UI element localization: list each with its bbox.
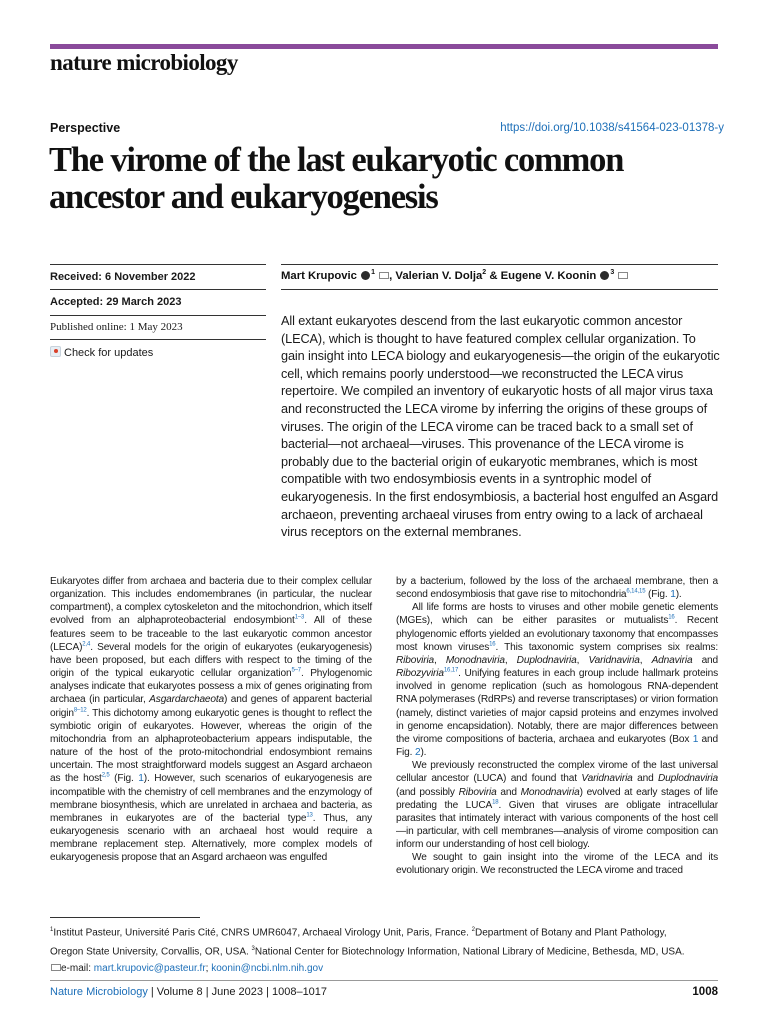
citation[interactable]: 6,14,15 (626, 588, 646, 595)
citation[interactable]: 13 (306, 812, 313, 819)
authors-top-rule (281, 264, 718, 265)
footer-citation (50, 986, 327, 998)
title-line-1: The virome of the last eukaryotic common (49, 141, 624, 179)
paragraph: We sought to gain insight into the virome of the LECA and its evolutionary origin. We reconstructed the LECA virome and traced (396, 852, 718, 877)
accepted-date (50, 289, 266, 308)
citation[interactable]: 18 (492, 799, 499, 806)
author-dolja[interactable]: Valerian V. Dolja (395, 269, 483, 282)
figure-link[interactable]: 2 (414, 747, 421, 759)
citation[interactable]: 2,5 (101, 772, 110, 779)
check-updates-label: Check for updates (64, 347, 154, 359)
paragraph: All life forms are hosts to viruses and other mobile genetic elements (MGEs), which can be either parasites or mutualists$^{16}$. Recent phylogenomic efforts yielded an evolutionary taxonomy that encompasses most known viruses$^{16}$. This taxonomic system comprises six realms: Riboviria, Monodnaviria, Duplodnaviria, Varidnaviria, Adnaviria and Ribozyviria$^{16,17}$. Unifying features in each group include hallmark proteins involved in genome replication (such as homologous RNA-dependent RNA polymerases (RdRPs) and reverse transcriptases) or virion formation (namely, distinct varieties of major capsid proteins and enzymes involved in genome encapsidation). Notably, there are major differences between the virome compositions of bacteria, archaea and eukaryotes (Box 1 and Fig. 2). (396, 602, 719, 759)
author-koonin[interactable]: Eugene V. Koonin (500, 269, 597, 282)
body-column-right (396, 575, 718, 878)
header-accent-rule (50, 44, 718, 49)
citation[interactable]: 16,17 (443, 667, 459, 674)
paragraph: by a bacterium, followed by the loss of the archaeal membrane, then a second endosymbiosis that gave rise to mitochondria$^{6,14,15}$ (Fig. 1). (396, 576, 718, 601)
orcid-icon[interactable] (361, 271, 370, 280)
received-text: Received: 6 November 2022 (50, 271, 196, 283)
citation[interactable]: 1–3 (294, 615, 305, 622)
citation[interactable]: 16 (489, 641, 496, 648)
citation[interactable]: 2,4 (82, 641, 91, 648)
figure-link[interactable]: 1 (670, 589, 676, 601)
journal-name: nature microbiology (50, 50, 238, 75)
doi-link[interactable]: https://doi.org/10.1038/s41564-023-01378-y (500, 122, 724, 134)
footer-journal-link[interactable]: Nature Microbiology (50, 986, 148, 998)
citation[interactable]: 8–12 (73, 707, 87, 714)
citation[interactable]: 5–7 (291, 667, 301, 674)
author-separator: & (486, 269, 501, 282)
check-updates-icon (50, 347, 64, 359)
box-link[interactable]: 1 (692, 733, 699, 745)
email-icon[interactable] (618, 272, 628, 279)
paragraph: Eukaryotes differ from archaea and bacteria due to their complex cellular organization. This includes endomembranes (in particular, the nuclear compartment), a complex cytoskeleton and the mitochondrion, which itself evolved from an alphaproteobacterial endosymbiont$^{1-3}$. All of these features seem to be traceable to the last eukaryotic common ancestor (LECA)$^{2,4}$. Several models for the origin of eukaryotes (eukaryogenesis) have been proposed, but each differs with respect to the timing of the origin of the typical eukaryotic cellular organization$^{5-7}$. Phylogenomic analyses indicate that eukaryotes possess a mix of genes originating from archaea (in particular, Asgardarchaeota) and genes of apparent bacterial origin$^{8-12}$. This dichotomy among eukaryotic genes is thought to reflect the symbiotic origin of eukaryotes. However, whereas the origin of the mitochondria from an alphaproteobacterium appears indisputable, the nature of the host of the proto-mitochondrial endosymbiont remains uncertain. The most straightforward models suggest an Asgard archaeon as the host$^{2,5}$ (Fig. 1). However, such scenarios of eukaryogenesis are incompatible with the chemistry of cell membranes and the enzymology of membrane biosynthesis, which are unrelated in archaea and bacteria, as membranes in eukaryotes are of the bacterial type$^{13}$. Thus, any eukaryogenesis scenario with an archaeal host would require a membrane replacement step. Alternatively, more complex models of eukaryogenesis propose that an Asgard archaeon was engulfed (50, 576, 373, 864)
email-link-krupovic[interactable]: mart.krupovic@pasteur.fr (93, 962, 206, 974)
abstract: All extant eukaryotes descend from the last eukaryotic common ancestor (LECA), which is thought to have featured complex cellular organization. To gain insight into LECA biology and eukaryogenesis—the origin of the eukaryotic cell, which remains poorly understood—we reconstructed the LECA virus repertoire. We compiled an inventory of eukaryotic hosts of all major virus taxa and reconstructed the LECA virome by inferring the origins of these groups of viruses. The origin of the LECA virome can be traced back to a small set of bacterial—not archaeal—viruses. This provenance of the LECA virome is probably due to the bacterial origin of eukaryotic membranes, which is most compatible with two endosymbiosis events in a syntrophic model of eukaryogenesis. In the first endosymbiosis, a bacterial host engulfed an Asgard archaeon, preventing archaeal viruses from entry owing to a lack of archaeal virus receptors on the external membranes. (281, 314, 720, 540)
authors-bottom-rule (281, 289, 718, 290)
published-text: Published online: 1 May 2023 (50, 321, 183, 333)
orcid-icon[interactable] (600, 271, 609, 280)
page-number: 1008 (692, 986, 718, 998)
email-icon (51, 964, 61, 971)
paragraph: We previously reconstructed the complex virome of the last universal cellular ancestor (LUCA) and found that Varidnaviria and Duplodnaviria (and possibly Riboviria and Monodnaviria) evolved at early stages of life predating the LUCA$^{18}$. Given that viruses are obligate intracellular parasites that intimately interact with various components of the host cell—in particular, with cell membranes—analysis of virome composition can inform our understanding of host cell biology. (396, 760, 718, 851)
article-type: Perspective (50, 121, 121, 135)
figure-link[interactable]: 1 (138, 773, 144, 785)
footer-rule (50, 980, 718, 981)
check-updates-button[interactable] (50, 339, 266, 359)
author-affil-sup: 2 (482, 269, 487, 276)
received-date (50, 264, 266, 283)
published-date (50, 315, 266, 333)
affiliations-rule (50, 917, 200, 918)
author-affil-sup: 3 (610, 269, 615, 276)
author-list: Mart Krupovic $^1$ , Valerian V. Dolja$^2$ & Eugene V. Koonin $^3$ (281, 269, 721, 282)
author-krupovic[interactable]: Mart Krupovic (281, 269, 357, 282)
footer-volume-info: | Volume 8 | June 2023 | 1008–1017 (147, 986, 328, 998)
accepted-text: Accepted: 29 March 2023 (50, 296, 182, 308)
citation[interactable]: 16 (668, 615, 675, 622)
affiliations: $^1$Institut Pasteur, Université Paris Cité, CNRS UMR6047, Archaeal Virology Unit, Paris, France. $^2$Department of Botany and Plant Pathology, Oregon State University, Corvallis, OR, USA. $^3$National Center for Biotechnology Information, National Library of Medicine, Bethesda, MD, USA. e-mail: mart.krupovic@pasteur.fr; koonin@ncbi.nlm.nih.gov (50, 927, 685, 974)
email-icon[interactable] (379, 272, 389, 279)
email-link-koonin[interactable]: koonin@ncbi.nlm.nih.gov (211, 962, 324, 974)
body-column-left (50, 575, 372, 864)
article-title (49, 142, 729, 216)
author-affil-sup: 1 (371, 269, 375, 276)
title-line-2: ancestor and eukaryogenesis (49, 178, 438, 216)
